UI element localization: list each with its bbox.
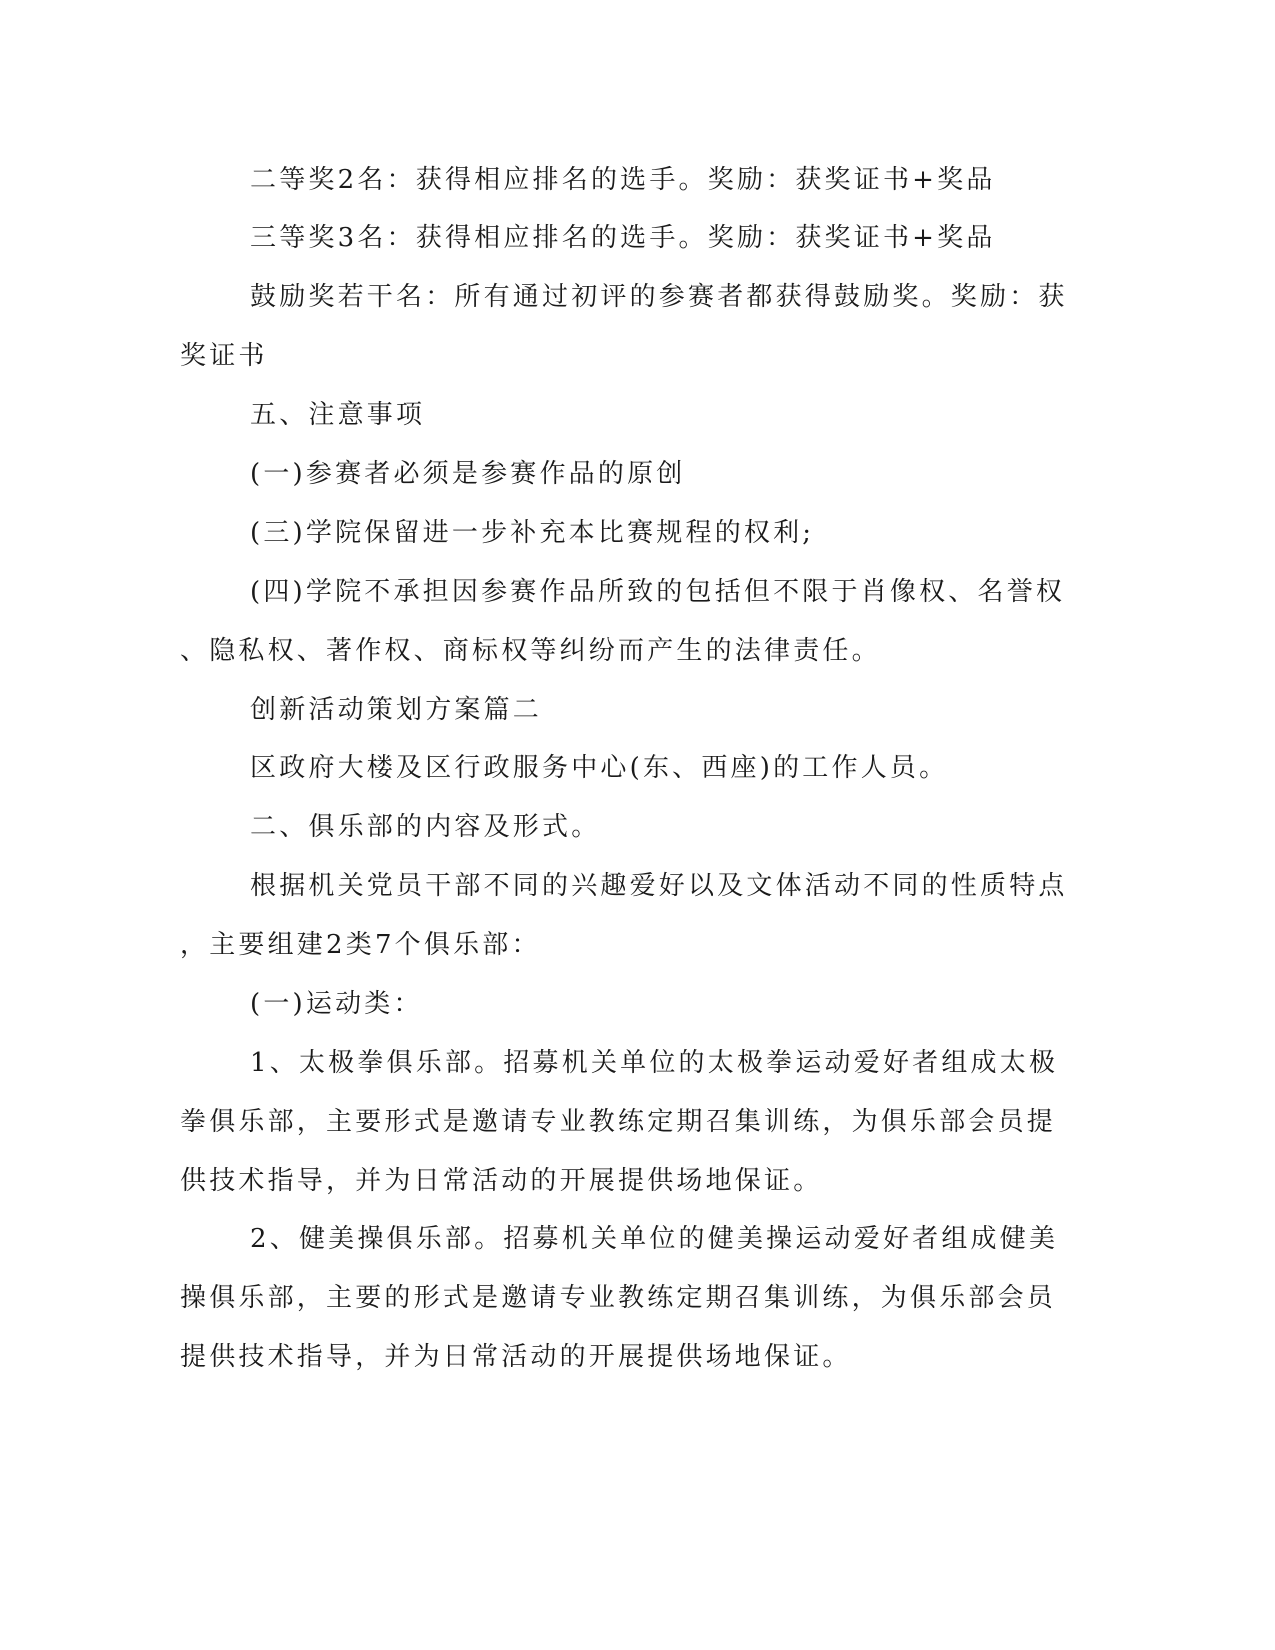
section-heading-club-content: 二、俱乐部的内容及形式。 [250, 812, 601, 842]
paragraph-aerobics-cont-1: 操俱乐部，主要的形式是邀请专业教练定期召集训练，为俱乐部会员 [180, 1283, 1057, 1313]
paragraph-encouragement-prize: 鼓励奖若干名：所有通过初评的参赛者都获得鼓励奖。奖励：获 [250, 282, 1068, 312]
paragraph-third-prize: 三等奖3名：获得相应排名的选手。奖励：获奖证书+奖品 [250, 223, 996, 253]
paragraph-note-4: (四)学院不承担因参赛作品所致的包括但不限于肖像权、名誉权 [250, 577, 1066, 607]
paragraph-participants: 区政府大楼及区行政服务中心(东、西座)的工作人员。 [250, 753, 949, 783]
paragraph-club-basis: 根据机关党员干部不同的兴趣爱好以及文体活动不同的性质特点 [250, 871, 1068, 901]
section-heading-notes: 五、注意事项 [250, 400, 426, 430]
paragraph-second-prize: 二等奖2名：获得相应排名的选手。奖励：获奖证书+奖品 [250, 165, 996, 195]
paragraph-note-4-cont: 、隐私权、著作权、商标权等纠纷而产生的法律责任。 [180, 636, 881, 666]
subheading-sports: (一)运动类： [250, 989, 423, 1019]
paragraph-note-1: (一)参赛者必须是参赛作品的原创 [250, 459, 686, 489]
paragraph-encouragement-prize-cont: 奖证书 [180, 341, 268, 371]
paragraph-taichi-cont-1: 拳俱乐部，主要形式是邀请专业教练定期召集训练，为俱乐部会员提 [180, 1107, 1057, 1137]
paragraph-club-basis-cont: ，主要组建2类7个俱乐部： [180, 930, 541, 960]
section-heading-plan-two: 创新活动策划方案篇二 [250, 695, 543, 725]
paragraph-taichi-cont-2: 供技术指导，并为日常活动的开展提供场地保证。 [180, 1166, 823, 1196]
paragraph-aerobics: 2、健美操俱乐部。招募机关单位的健美操运动爱好者组成健美 [250, 1224, 1059, 1254]
paragraph-aerobics-cont-2: 提供技术指导，并为日常活动的开展提供场地保证。 [180, 1342, 852, 1372]
paragraph-taichi: 1、太极拳俱乐部。招募机关单位的太极拳运动爱好者组成太极 [250, 1048, 1059, 1078]
paragraph-note-3: (三)学院保留进一步补充本比赛规程的权利; [250, 518, 815, 548]
